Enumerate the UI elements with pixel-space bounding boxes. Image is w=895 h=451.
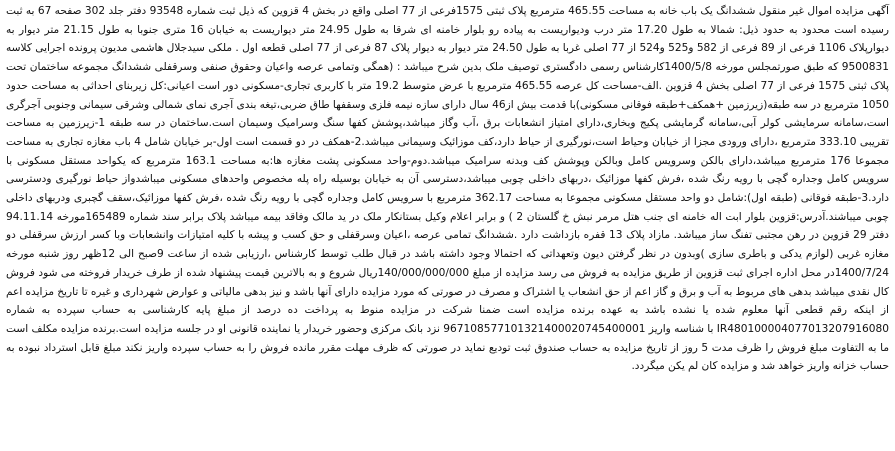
auction-notice-text: آگهی مزایده اموال غیر منقول ششدانگ یک باب خانه به مساحت 465.55 مترمربع پلاک ثبتی 1575فرعی از 77 اصلی واقع در بخش 4 قزوین که ذیل ثبت شماره 93548 دفتر جلد 302 صفحه 67 به ثبت رسیده است محدود به حدود ذیل: شمالا به طول 17.20 متر درب ودیواریست به پیاده رو بلوار خامنه ای شرقا به طول 24.95 متر دیواریست به خیابان 16 متری جنوبا به طول 21.15 متر دیوار به دیوارپلاک 1106 فرعی از 89 فرعی از 582 و525 و524 از 77 اصلی غربا به طول 24.50 متر دیوار به دیوار پلاک 87 فرعی از 77 اصلی قطعه اول . ملکی سیدجلال هاشمی مدیون پرونده اجرایی کلاسه 9500831 که طبق صورتمجلس مورخه 1400/5/8کارشناس رسمی دادگستری توصیف ملک بدین شرح میباشد : (همگی وتمامی عرصه واعیان وحقوق صنفی وسرقفلی ششدانگ مجموعه ساختمان تحت پلاک ثبتی 1575 فرعی از 77 اصلی بخش 4 قزوین .الف-مساحت کل عرصه 465.55 مترمربع با عرض متوسط 19.2 متر با کاربری تجاری-مسکونی دور است اعیانی:کل زیربنای احداثی به مساحت حدود 1050 مترمربع در سه طبقه(زیرزمین +همکف+طبقه فوقانی مسکونی)با قدمت بیش از46 سال دارای سازه نیمه فلزی وسقفها طاق ضربی،تیغه بندی آجری نمای شمالی وشرقی سیمانی وجنوبی آجرگری است،سامانه سرمایشی کولر آبی،سامانه گرمایشی پکیج وبخاری،دارای امتیاز انشعابات برق ،آب وگاز میباشد،پوشش کفها سنگ وسرامیک وسیمان است.ساختمان در سه طبقه 1-زیرزمین به مساحت تقریبی 333.10 مترمربع ،دارای ورودی مجزا از خیابان وحیاط است،نورگیری از حیاط دارد،کف موزائیک وسیمانی میباشد.2-همکف در دو قسمت است اول-بر خیابان شامل 4 باب مغازه تجاری به مساحت مجموعا 176 مترمربع میباشد،دارای بالکن وسرویس کامل وبالکن وپوشش کف وبدنه سرامیک میباشد.دوم-واحد مسکونی پشت مغازه ها:به مساحت 163.1 مترمربع که یکواحد مستقل مسکونی با سرویس کامل وجداره گچی با رویه رنگ شده ،فرش کفها موزائیک ،دربهای داخلی چوبی میباشد،دسترسی آن به خیابان بوسیله راه پله مخصوص واحدهای مسکونی میباشدواز حیاط نورگیری ودسترسی دارد.3-طبقه فوقانی (طبقه اول):شامل دو واحد مستقل مسکونی مجموعا به مساحت 362.17 مترمربع با سرویس کامل وجداره گچی با رویه رنگ شده ،فرش کفها موزائیک،سقف گچبری ودربهای داخلی چوبی میباشند.آدرس:قزوین بلوار ابت اله خامنه ای جنب هتل مرمر نبش خ گلستان 2 ) و برابر اعلام وکیل بستانکار ملک در ید مالک وفاقد بیمه میباشد پلاک برابر سند شماره 165489مورخه 94.11.14 دفتر 29 قزوین در رهن مجتبی تفنگ ساز میباشد. مازاد پلاک 13 قفره بازداشت دارد .ششدانگ تمامی عرصه ،اعیان وسرقفلی و حق کسب و پیشه با کلیه امتیازات وانشعابات وبا کسر ارزش سرقفلی دو مغازه غربی (لوازم یدکی و باطری سازی )وبدون در نظر گرفتن دیون وتعهداتی که احتمالا وجود داشته باشد در قبال طلب توسط کارشناس ،ارزیابی شده از ساعت 9صبح الی 12ظهر روز شنبه مورخه 1400/7/24در محل اداره اجرای ثبت قزوین از طریق مزایده به فروش می رسد مزایده از مبلغ 140/000/000/000ریال شروع و به بالاترین قیمت پیشنهاد شده از طرف خریدار فروخته می شود فروش کال نقدی میباشد بدهی های مربوط به آب و برق و گاز اعم از حق انشعاب یا اشتراک و مصرف در صورتی که مورد مزایده دارای آنها باشد و نیز بدهی مالیاتی و عوارض شهرداری و غیره تا تاریخ مزایده اعم از اینکه رقم قطعی آنها معلوم شده یا نشده باشد به عهده برنده مزایده است ضمنا شرکت در مزایده منوط به پرداخت ده درصد از مبلغ پایه کارشناسی به حساب سپرده به شماره IR480100004077013207916080 با شناسه واریز 967108577101321400020745400001 نزد بانک مرکزی وحضور خریدار یا نماینده قانونی او در جلسه مزایده است.برنده مزایده مکلف است ما به التفاوت مبلغ فروش را ظرف مدت 5 روز از تاریخ مزایده به حساب صندوق ثبت تودیع نماید در صورتی که ظرف مهلت مقرر مانده فروش را به حساب سپرده واریز نکند مبلغ قابل استرداد نبوده به حساب خزانه واریز خواهد شد و مزایده کان لم یکن میگردد. bbox=[6, 5, 890, 373]
